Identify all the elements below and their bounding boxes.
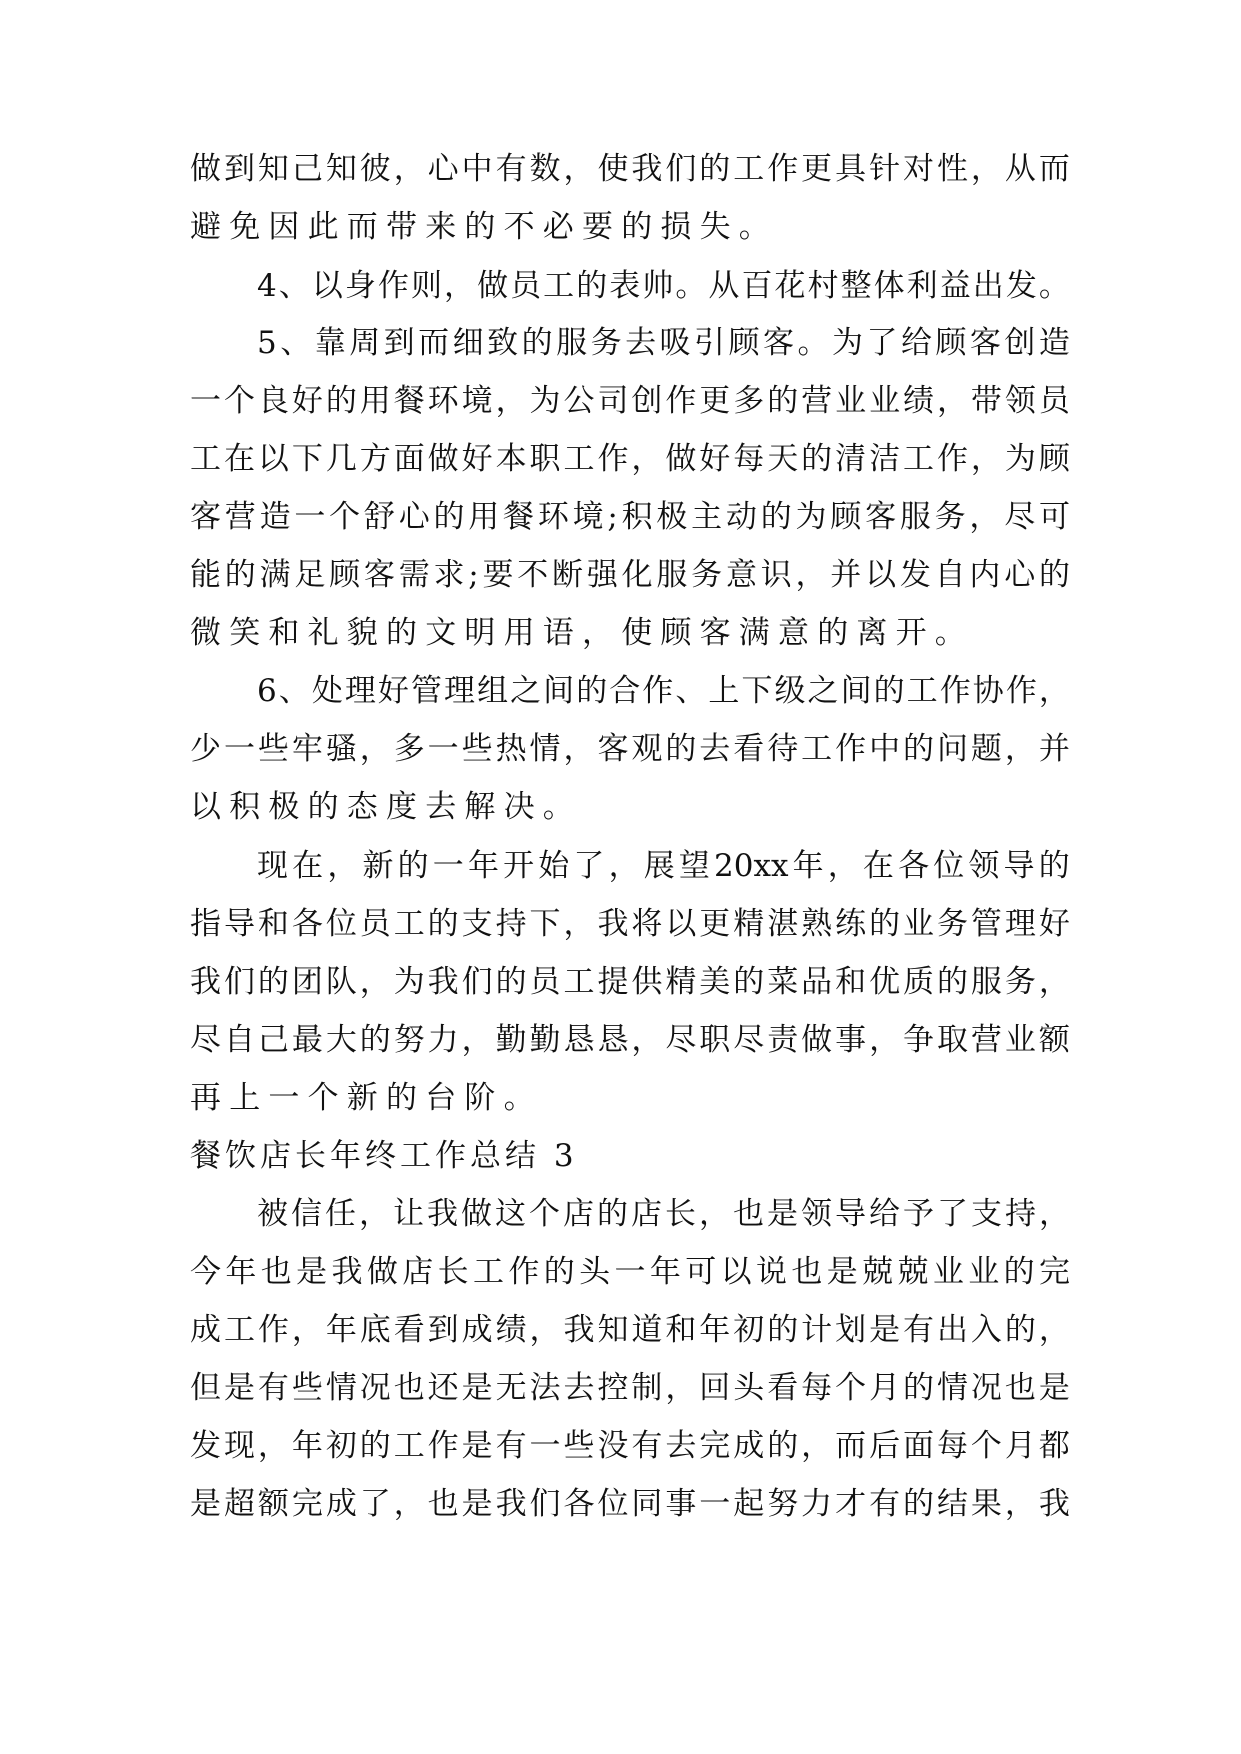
text-line: 指 导 和 各 位 员 工 的 支 持 下 ， 我 将 以 更 精 湛 熟 练 的 业 务 管 理 好 (190, 906, 1070, 942)
text-line: 客 营 造 一 个 舒 心 的 用 餐 环 境 ; 积 极 主 动 的 为 顾 客 服 务 ， 尽 可 (190, 499, 1070, 535)
text-line: 5 、 靠 周 到 而 细 致 的 服 务 去 吸 引 顾 客 。 为 了 给 顾 客 创 造 (257, 325, 1070, 361)
text-line: 一 个 良 好 的 用 餐 环 境 ， 为 公 司 创 作 更 多 的 营 业 业 绩 ， 带 领 员 (190, 383, 1070, 419)
text-line: 能 的 满 足 顾 客 需 求 ; 要 不 断 强 化 服 务 意 识 ， 并 以 发 自 内 心 的 (190, 557, 1070, 593)
text-line: 成 工 作 ， 年 底 看 到 成 绩 ， 我 知 道 和 年 初 的 计 划 是 有 出 入 的 ， (190, 1312, 1070, 1348)
text-line: 以积极的态度去解决。 (190, 789, 582, 825)
text-line: 4 、 以 身 作 则 ， 做 员 工 的 表 帅 。 从 百 花 村 整 体 利 益 出 发 。 (257, 268, 1070, 304)
text-line: 今 年 也 是 我 做 店 长 工 作 的 头 一 年 可 以 说 也 是 兢 兢 业 业 的 完 (190, 1254, 1070, 1290)
text-line: 是 超 额 完 成 了 ， 也 是 我 们 各 位 同 事 一 起 努 力 才 有 的 结 果 ， 我 (190, 1486, 1070, 1522)
text-line: 做 到 知 己 知 彼 ， 心 中 有 数 ， 使 我 们 的 工 作 更 具 针 对 性 ， 从 而 (190, 151, 1070, 187)
text-line: 发 现 ， 年 初 的 工 作 是 有 一 些 没 有 去 完 成 的 ， 而 后 面 每 个 月 都 (190, 1428, 1070, 1464)
text-line: 避免因此而带来的不必要的损失。 (190, 209, 778, 245)
text-line: 少 一 些 牢 骚 ， 多 一 些 热 情 ， 客 观 的 去 看 待 工 作 中 的 问 题 ， 并 (190, 731, 1070, 767)
text-line: 尽 自 己 最 大 的 努 力 ， 勤 勤 恳 恳 ， 尽 职 尽 责 做 事 ， 争 取 营 业 额 (190, 1022, 1070, 1058)
text-line: 但 是 有 些 情 况 也 还 是 无 法 去 控 制 ， 回 头 看 每 个 月 的 情 况 也 是 (190, 1370, 1070, 1406)
text-line: 微笑和礼貌的文明用语，使顾客满意的离开。 (190, 615, 974, 651)
text-line: 我 们 的 团 队 ， 为 我 们 的 员 工 提 供 精 美 的 菜 品 和 优 质 的 服 务 ， (190, 964, 1070, 1000)
text-line: 6 、 处 理 好 管 理 组 之 间 的 合 作 、 上 下 级 之 间 的 工 作 协 作 ， (257, 673, 1070, 709)
section-heading: 餐饮店长年终工作总结 3 (190, 1138, 578, 1174)
text-line: 工 在 以 下 几 方 面 做 好 本 职 工 作 ， 做 好 每 天 的 清 洁 工 作 ， 为 顾 (190, 441, 1070, 477)
text-line: 现 在 ， 新 的 一 年 开 始 了 ， 展 望 20xx 年 ， 在 各 位 领 导 的 (257, 848, 1070, 884)
text-line: 再上一个新的台阶。 (190, 1080, 543, 1116)
text-line: 被 信 任 ， 让 我 做 这 个 店 的 店 长 ， 也 是 领 导 给 予 了 支 持 ， (257, 1196, 1070, 1232)
